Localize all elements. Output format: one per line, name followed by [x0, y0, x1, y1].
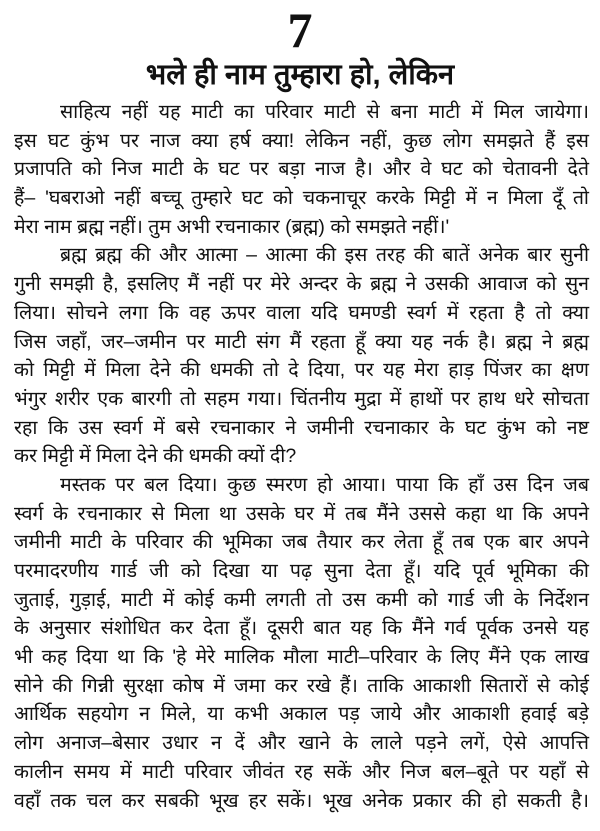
text-line: ब्रह्म ब्रह्म की और आत्मा – आत्मा की इस तरह की बातें अनेक बार सुनी	[60, 244, 589, 267]
text-line: सोने की गिन्नी सुरक्षा कोष में जमा कर रखे हैं। ताकि आकाशी सितारों से कोई	[14, 674, 589, 697]
text-line: कर मिट्टी में मिला देने की धमकी क्यों दी?	[14, 445, 297, 468]
text-line: मेरा नाम ब्रह्म नहीं। तुम अभी रचनाकार (ब्रह्म) को समझते नहीं।'	[14, 215, 450, 238]
text-line: लिया। सोचने लगा कि वह ऊपर वाला यदि घमण्डी स्वर्ग में रहता है तो क्या	[14, 301, 589, 324]
text-line: कालीन समय में माटी परिवार जीवंत रह सकें और निज बल–बूते पर यहाँ से	[14, 760, 589, 783]
text-line: गुनी समझी है, इसलिए मैं नहीं पर मेरे अन्दर के ब्रह्म ने उसकी आवाज को सुन	[14, 273, 589, 296]
text-line: आर्थिक सहयोग न मिले, या कभी अकाल पड़ जाये और आकाशी हवाई बड़े	[14, 703, 589, 726]
text-line: भी कह दिया था कि 'हे मेरे मालिक मौला माटी–परिवार के लिए मैंने एक लाख	[14, 646, 589, 669]
text-line: जिस जहाँ, जर–जमीन पर माटी संग मैं रहता हूँ क्या यह नर्क है। ब्रह्म ने ब्रह्म	[14, 330, 589, 353]
text-line: वहाँ तक चल कर सबकी भूख हर सकें। भूख अनेक प्रकार की हो सकती है।	[14, 789, 589, 812]
text-line: परमादरणीय गार्ड जी को दिखा या पढ़ सुना देता हूँ। यदि पूर्व भूमिका की	[14, 560, 589, 582]
text-line: के अनुसार संशोधित कर देता हूँ। दूसरी बात यह कि मैंने गर्व पूर्वक उनसे यह	[14, 617, 589, 640]
text-line: स्वर्ग के रचनाकार से मिला था उसके घर में तब मैंने उससे कहा था कि अपने	[14, 502, 589, 525]
text-line: साहित्य नहीं यह माटी का परिवार माटी से बना माटी में मिल जायेगा।	[60, 101, 589, 123]
text-line: प्रजापति को निज माटी के घट पर बड़ा नाज है। और वे घट को चेतावनी देते	[14, 158, 589, 181]
text-line: रहा कि उस स्वर्ग में बसे रचनाकार ने जमीनी रचनाकार के घट कुंभ को नष्ट	[14, 416, 589, 439]
chapter-number: 7	[287, 2, 313, 58]
text-line: लोग अनाज–बेसार उधार न दें और खाने के लाले पड़ने लगें, ऐसे आपत्ति	[14, 732, 589, 755]
text-line: मस्तक पर बल दिया। कुछ स्मरण हो आया। पाया कि हाँ उस दिन जब	[60, 473, 589, 496]
text-line: इस घट कुंभ पर नाज क्या हर्ष क्या! लेकिन नहीं, कुछ लोग समझते हैं इस	[14, 129, 589, 152]
text-line: भंगुर शरीर एक बारगी तो सहम गया। चिंतनीय मुद्रा में हाथों पर हाथ धरे सोचता	[14, 387, 589, 410]
chapter-title: भले ही नाम तुम्हारा हो, लेकिन	[145, 59, 455, 91]
text-line: को मिट्टी में मिला देने की धमकी तो दे दिया, पर यह मेरा हाड़ पिंजर का क्षण	[14, 359, 589, 382]
text-line: हैं– 'घबराओ नहीं बच्चू तुम्हारे घट को चकनाचूर करके मिट्टी में न मिला दूँ तो	[14, 187, 589, 210]
text-line: जमीनी माटी के परिवार की भूमिका जब तैयार कर लेता हूँ तब एक बार अपने	[14, 531, 589, 554]
text-line: जुताई, गुड़ाई, माटी में कोई कमी लगती तो उस कमी को गार्ड जी के निर्देशन	[14, 588, 589, 611]
chapter-body	[14, 98, 589, 815]
